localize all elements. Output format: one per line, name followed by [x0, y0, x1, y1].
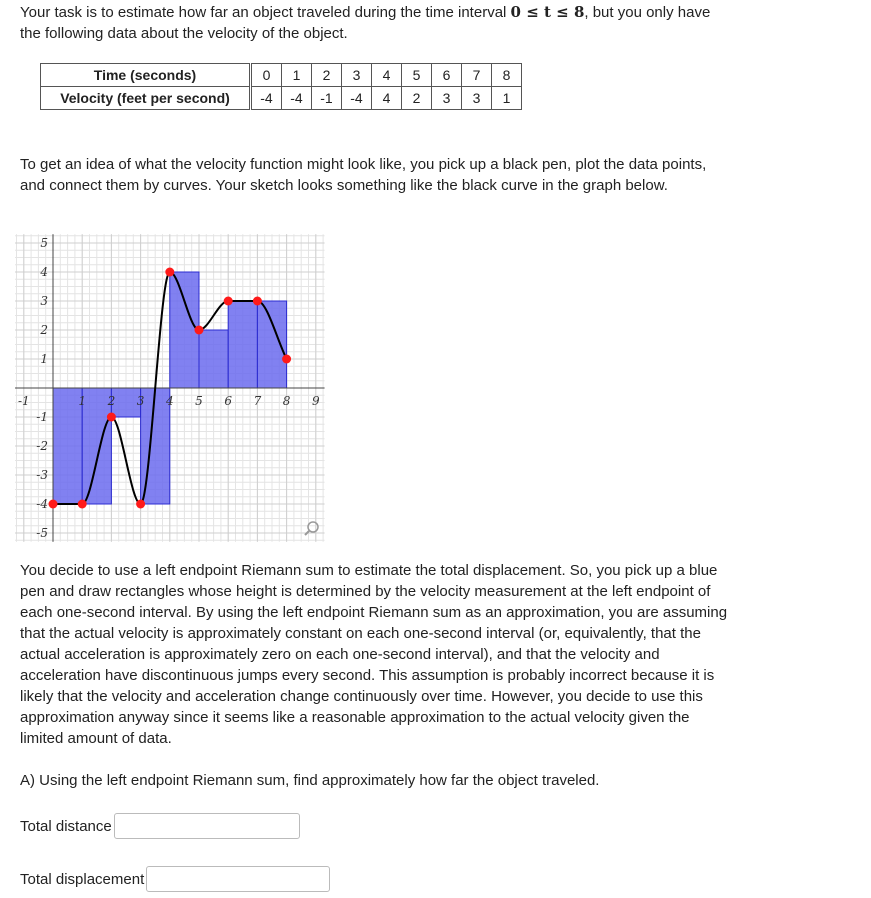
time-cell: 8	[492, 64, 522, 87]
total-distance-row	[20, 813, 300, 839]
velocity-cell: -4	[282, 87, 312, 110]
sketch-paragraph: To get an idea of what the velocity function might look like, you pick up a black pen, plot the data points, and connect them by curves. Your sketch looks something like the black curve in the graph below.	[20, 156, 707, 194]
velocity-cell: 4	[372, 87, 402, 110]
x-tick-label: 4	[165, 394, 174, 408]
velocity-data-table	[40, 63, 522, 110]
data-point	[49, 500, 58, 509]
total-displacement-label: Total displacement	[20, 870, 145, 888]
time-cell: 4	[372, 64, 402, 87]
y-tick-label: -2	[36, 439, 48, 453]
total-distance-label: Total distance	[20, 817, 112, 835]
data-point	[107, 413, 116, 422]
y-tick-label: 2	[40, 323, 48, 337]
x-tick-label: 3	[136, 394, 145, 408]
velocity-cell: 2	[402, 87, 432, 110]
y-tick-label: 1	[40, 352, 48, 366]
y-tick-label: -1	[36, 410, 48, 424]
time-cell: 0	[251, 64, 282, 87]
riemann-rectangle	[228, 301, 257, 388]
y-tick-label: -3	[36, 468, 48, 482]
x-tick-label: -1	[17, 394, 30, 408]
velocity-cell: 3	[462, 87, 492, 110]
riemann-rectangle	[257, 301, 286, 388]
velocity-cell: -4	[251, 87, 282, 110]
velocity-cell: -4	[342, 87, 372, 110]
x-tick-label: 7	[253, 394, 262, 408]
y-tick-label: -5	[36, 526, 48, 540]
data-point	[78, 500, 87, 509]
data-point	[136, 500, 145, 509]
intro-paragraph	[20, 2, 730, 44]
time-cell: 2	[312, 64, 342, 87]
y-tick-label: 3	[40, 294, 48, 308]
total-displacement-input[interactable]	[146, 866, 330, 892]
time-cell: 7	[462, 64, 492, 87]
total-distance-input[interactable]	[114, 813, 300, 839]
data-point	[224, 297, 233, 306]
time-interval-math: 0 ≤ t ≤ 8	[510, 3, 585, 21]
total-displacement-row	[20, 866, 330, 892]
x-tick-label: 5	[195, 394, 203, 408]
time-row	[41, 64, 522, 87]
y-tick-label: 5	[40, 236, 48, 250]
velocity-cell: 1	[492, 87, 522, 110]
y-tick-label: 4	[40, 265, 48, 279]
data-point	[282, 355, 291, 364]
data-point	[253, 297, 262, 306]
time-cell: 6	[432, 64, 462, 87]
x-tick-label: 8	[282, 394, 291, 408]
data-point	[195, 326, 204, 335]
riemann-rectangle	[199, 330, 228, 388]
x-tick-label: 2	[107, 394, 116, 408]
data-point	[165, 268, 174, 277]
y-tick-label: -4	[36, 497, 48, 511]
time-cell: 3	[342, 64, 372, 87]
intro-text-after: , but you only have the following data about the velocity of the object.	[20, 4, 711, 42]
question-a: A) Using the left endpoint Riemann sum, find approximately how far the object traveled.	[20, 772, 600, 789]
x-tick-label: 9	[311, 394, 320, 408]
velocity-row	[41, 87, 522, 110]
x-tick-label: 6	[224, 394, 233, 408]
velocity-cell: -1	[312, 87, 342, 110]
riemann-paragraph: You decide to use a left endpoint Riemann sum to estimate the total displacement. So, you pick up a blue pen and draw rectangles whose height is determined by the velocity measurement at the left endpoint of each one-second interval. By using the left endpoint Riemann sum as an approximation, you are assuming that the actual velocity is approximately constant on each one-second interval (or, equivalently, that the actual acceleration is approximately zero on each one-second interval), and that the velocity and acceleration have discontinuous jumps every second. This assumption is probably incorrect because it is likely that the velocity and acceleration change continuously over time. However, you decide to use this approximation anyway since it seems like a reasonable approximation to the actual velocity given the limited amount of data.	[20, 562, 728, 747]
velocity-cell: 3	[432, 87, 462, 110]
velocity-header: Velocity (feet per second)	[41, 87, 251, 110]
intro-text-before: Your task is to estimate how far an object traveled during the time interval	[20, 4, 511, 21]
velocity-graph[interactable]	[0, 232, 330, 547]
time-header: Time (seconds)	[41, 64, 251, 87]
x-tick-label: 1	[78, 394, 87, 408]
time-cell: 1	[282, 64, 312, 87]
time-cell: 5	[402, 64, 432, 87]
